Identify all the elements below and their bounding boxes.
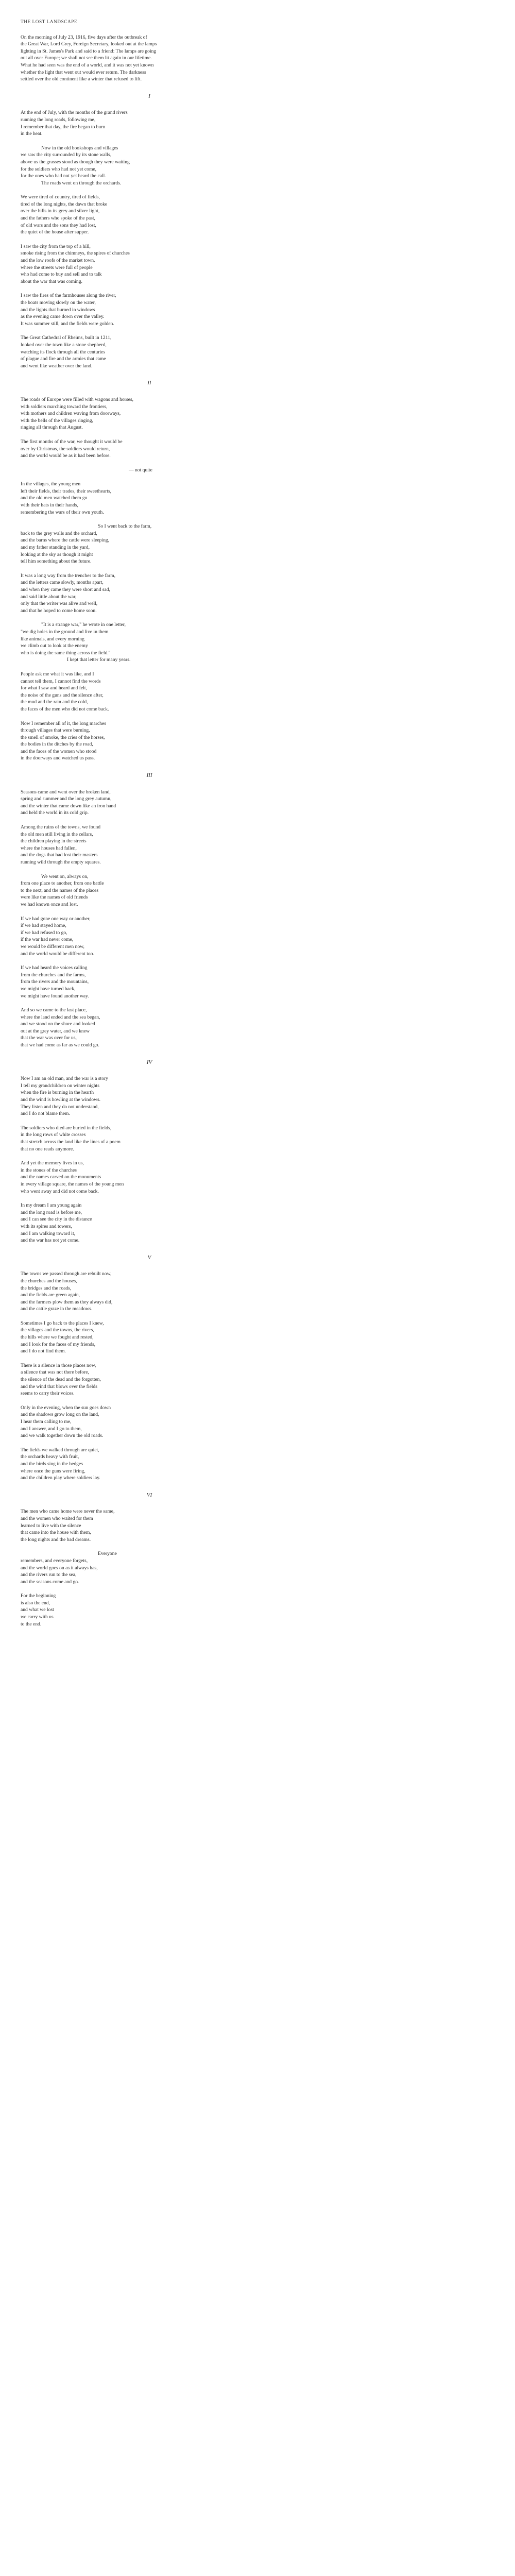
poem-line: and we stood on the shore and looked <box>21 1021 95 1027</box>
poem-line: "It is a strange war," he wrote in one letter, <box>41 622 126 628</box>
poem-line: and I can see the city in the distance <box>21 1216 92 1223</box>
stanza <box>21 621 278 664</box>
poem-line: I hear them calling to me, <box>21 1419 72 1425</box>
poem-line: that we had come as far as we could go. <box>21 1042 99 1048</box>
poem-line: and I am walking toward it, <box>21 1230 76 1236</box>
poem-line: the bodies in the ditches by the road, <box>21 741 93 748</box>
poem-line: who had come to buy and sell and to talk <box>21 272 102 278</box>
poem-line: The men who came home were never the same, <box>21 1509 115 1515</box>
poem-line: from the rivers and the mountains, <box>21 979 89 985</box>
stanza <box>21 1508 278 1543</box>
poem-line: that no one reads anymore. <box>21 1146 74 1152</box>
poem-line: out all over Europe; we shall not see them lit again in our lifetime. <box>21 55 152 61</box>
poem-line: and went like weather over the land. <box>21 363 93 369</box>
poem-line: What he had seen was the end of a world, and it was not yet known <box>21 62 154 68</box>
poem-line: a silence that was not there before, <box>21 1369 89 1376</box>
poem-line: and the dogs that had lost their masters <box>21 852 98 858</box>
stanza <box>21 873 278 908</box>
poem-line: looking at the sky as though it might <box>21 551 93 557</box>
stanza <box>21 145 278 187</box>
poem-line: and the seasons come and go. <box>21 1579 79 1585</box>
poem-line: the boats moving slowly on the water, <box>21 300 96 306</box>
poem-line: and I do not find them. <box>21 1348 66 1354</box>
poem-line: through villages that were burning, <box>21 727 90 734</box>
poem-line: The Great Cathedral of Rheims, built in 1211, <box>21 335 112 341</box>
poem-line: if we had stayed home, <box>21 923 66 929</box>
section-numeral: II <box>147 380 151 386</box>
poem-line: I saw the city from the top of a hill, <box>21 243 91 249</box>
poem-line: and the barns where the cattle were sleeping, <box>21 537 110 544</box>
poem-line: we carry with us <box>21 1614 54 1620</box>
poem-line: out at the grey water, and we knew <box>21 1028 90 1034</box>
poem-line: in the long rows of white crosses <box>21 1132 86 1138</box>
poem-line: and we walk together down the old roads. <box>21 1433 104 1439</box>
stanza <box>21 1202 278 1244</box>
poem-line: over by Christmas, the soldiers would return, <box>21 446 110 452</box>
stanza <box>21 481 278 516</box>
poem-line: tired of the long nights, the dawn that broke <box>21 201 108 207</box>
poem-line: I tell my grandchildren on winter nights <box>21 1082 99 1089</box>
poem-line: we might have turned back, <box>21 986 76 992</box>
poem-line: the noise of the guns and the silence after, <box>21 692 104 698</box>
poem-line: and the war has not yet come. <box>21 1238 80 1244</box>
stanza <box>21 396 278 431</box>
poem-line: for the soldiers who had not yet come, <box>21 166 97 172</box>
poem-line: and the fathers who spoke of the past, <box>21 215 95 222</box>
poem-line: with the bells of the villages ringing, <box>21 417 93 423</box>
poem-line: from one place to another, from one battle <box>21 880 104 887</box>
poem-line: the quiet of the house after supper. <box>21 229 89 235</box>
poem-line: the old men still living in the cellars, <box>21 831 93 837</box>
stanza <box>21 1125 278 1153</box>
poem-line: over the hills in its grey and silver light, <box>21 208 100 214</box>
stanza <box>21 1550 278 1585</box>
poem-line: seems to carry their voices. <box>21 1391 75 1397</box>
poem-line: learned to live with the silence <box>21 1522 81 1529</box>
poem-line: At the end of July, with the months of the grand rivers <box>21 110 128 116</box>
poem-line: and the world would be as it had been before. <box>21 453 111 459</box>
poem-line: the faces of the men who did not come back. <box>21 706 109 712</box>
poem-line: and I answer, and I go to them, <box>21 1426 82 1432</box>
stanza <box>21 964 278 999</box>
stanza <box>21 671 278 713</box>
poem-line: and said little about the war, <box>21 594 77 600</box>
poem-line: Among the ruins of the towns, we found <box>21 824 101 831</box>
poem-line: It was a long way from the trenches to the farm, <box>21 572 116 579</box>
poem-line: and when they came they were short and sad, <box>21 587 110 592</box>
stanza <box>21 572 278 615</box>
poem-line: And so we came to the last place, <box>21 1007 87 1013</box>
stanza <box>21 1270 278 1313</box>
poem-line: remembers, and everyone forgets, <box>21 1557 88 1564</box>
poem-line: looked over the town like a stone shepherd, <box>21 342 107 348</box>
poem-line: with their hats in their hands, <box>21 502 78 509</box>
stanza <box>21 1320 278 1355</box>
poem-line: is also the end, <box>21 1600 50 1606</box>
poem-line: The roads of Europe were filled with wagons and horses, <box>21 396 133 402</box>
poem-line: left their fields, their trades, their sweethearts, <box>21 488 112 494</box>
poem-line: I saw the fires of the farmhouses along the river, <box>21 293 116 299</box>
poem-line: and I look for the faces of my friends, <box>21 1341 96 1347</box>
poem-line: were like the names of old friends <box>21 894 88 901</box>
poem-line: The first months of the war, we thought it would be <box>21 438 123 445</box>
poem-line: They listen and they do not understand, <box>21 1104 99 1110</box>
stanza <box>21 194 278 236</box>
poem-line: and the children play where soldiers lay. <box>21 1475 100 1481</box>
poem-line: the villages and the towns, the rivers, <box>21 1327 94 1333</box>
poem-line: that stretch across the land like the lines of a poem <box>21 1139 121 1145</box>
poem-line: and that he hoped to come home soon. <box>21 607 97 614</box>
section-numeral: V <box>147 1254 151 1261</box>
poem-line: like animals, and every morning <box>21 636 84 642</box>
poem-line: In the villages, the young men <box>21 481 81 487</box>
poem-line: ringing all through that August. <box>21 425 83 431</box>
poem-line: the long nights and the bad dreams. <box>21 1536 91 1543</box>
poem-line: as the evening came down over the valley. <box>21 314 105 320</box>
poem-line: There is a silence in those places now, <box>21 1362 96 1368</box>
poem-line: with soldiers marching toward the frontiers, <box>21 403 108 410</box>
poem-line: the smell of smoke, the cries of the horses, <box>21 734 105 740</box>
poem-line: and the world goes on as it always has, <box>21 1565 98 1571</box>
poem-line: If we had gone one way or another, <box>21 916 91 922</box>
poem-line: and I do not blame them. <box>21 1111 70 1117</box>
section-numeral: I <box>148 93 150 99</box>
poem-line: we saw the city surrounded by its stone walls, <box>21 152 112 158</box>
document-title: THE LOST LANDSCAPE <box>21 19 78 24</box>
poem-line: to the end. <box>21 1621 42 1627</box>
poem-line: In my dream I am young again <box>21 1202 82 1209</box>
poem-line: The soldiers who died are buried in the fields, <box>21 1125 112 1131</box>
poem-line: the Great War, Lord Grey, Foreign Secretary, looked out at the lamps <box>21 41 157 47</box>
poem-line: for the ones who had not yet heard the call. <box>21 173 106 179</box>
poem-line: and my father standing in the yard, <box>21 545 90 551</box>
poem-line: in every village square, the names of the young men <box>21 1181 124 1187</box>
poem-line: and what we lost <box>21 1607 54 1613</box>
poem-line: I kept that letter for many years. <box>67 657 131 663</box>
stanza <box>21 467 278 474</box>
poem-line: where once the guns were firing, <box>21 1468 85 1474</box>
stanza <box>21 523 278 565</box>
poem-line: On the morning of July 23, 1916, five days after the outbreak of <box>21 34 147 40</box>
poem-line: cannot tell them, I cannot find the words <box>21 678 101 684</box>
stanza <box>21 789 278 817</box>
poem-line: We were tired of country, tired of fields, <box>21 194 100 200</box>
poem-line: running the long roads, following me, <box>21 116 96 123</box>
poem-line: and the winter that came down like an iron hand <box>21 803 116 809</box>
poem-line: from the churches and the farms, <box>21 972 86 978</box>
poem-line: the churches and the houses, <box>21 1278 77 1284</box>
stanza <box>21 292 278 327</box>
poem-line: lighting in St. James's Park and said to a friend: The lamps are going <box>21 48 157 54</box>
poem-line: in the stones of the churches <box>21 1167 77 1173</box>
poem-line: we had known once and lost. <box>21 901 78 907</box>
poem-line: we might have found another way. <box>21 993 89 999</box>
stanza <box>21 720 278 762</box>
poem-line: and the wind is howling at the windows. <box>21 1097 101 1103</box>
poem-line: and the rivers run to the sea, <box>21 1572 77 1578</box>
poem-line: and the low roofs of the market town, <box>21 258 95 264</box>
poem-line: Only in the evening, when the sun goes down <box>21 1404 111 1411</box>
poem-column <box>21 19 278 1635</box>
poem-line: The towns we passed through are rebuilt now, <box>21 1271 112 1277</box>
poem-line: and the birds sing in the hedges <box>21 1461 83 1467</box>
poem-line: and the cattle graze in the meadows. <box>21 1306 93 1312</box>
stanza <box>21 1404 278 1439</box>
poem-line: We went on, always on, <box>41 873 89 879</box>
poem-line: spring and summer and the long grey autumn, <box>21 796 112 802</box>
section-numeral: IV <box>146 1059 152 1065</box>
poem-line: that the war was over for us, <box>21 1035 77 1041</box>
stanza <box>21 1075 278 1117</box>
poem-line: I remember that day, the fire began to burn <box>21 124 106 130</box>
poem-line: when the fire is burning in the hearth <box>21 1090 94 1096</box>
poem-line: we would be different men now, <box>21 943 84 950</box>
poem-line: the bridges and the roads, <box>21 1285 72 1291</box>
stanza <box>21 243 278 285</box>
poem-line: the hills where we fought and rested, <box>21 1334 94 1341</box>
poem-line: Now I am an old man, and the war is a story <box>21 1076 108 1082</box>
stanza <box>21 1447 278 1482</box>
poem-line: where the land ended and the sea began, <box>21 1014 100 1020</box>
poem-line: "we dig holes in the ground and live in them <box>21 629 109 635</box>
poem-line: and the wind that blows over the fields <box>21 1383 97 1389</box>
poem-line: if we had refused to go, <box>21 929 67 936</box>
poem-line: of old wars and the sons they had lost, <box>21 222 96 228</box>
poem-line: It was summer still, and the fields were golden. <box>21 320 114 327</box>
poem-line: in the doorways and watched us pass. <box>21 755 95 761</box>
poem-line: and the long road is before me, <box>21 1209 82 1215</box>
poem-line: People ask me what it was like, and I <box>21 671 94 677</box>
poem-line: and held the world in its cold grip. <box>21 810 89 816</box>
poem-line: with mothers and children waving from doorways, <box>21 411 121 417</box>
poem-line: the children playing in the streets <box>21 838 87 844</box>
poem-line: Now I remember all of it, the long marches <box>21 720 106 726</box>
stanza <box>21 1362 278 1397</box>
poem-line: The roads went on through the orchards. <box>41 180 122 186</box>
poem-line: whether the light that went out would ever return. The darkness <box>21 69 146 75</box>
poem-line: who went away and did not come back. <box>21 1188 99 1194</box>
poem-line: the mud and the rain and the cold, <box>21 699 88 705</box>
poem-line: to the next, and the names of the places <box>21 887 99 893</box>
poem-line: above us the grasses stood as though they were waiting <box>21 159 130 165</box>
poem-line: and the farmers plow them as they always did, <box>21 1299 113 1305</box>
poem-line: and the world would be different too. <box>21 951 94 957</box>
poem-line: we climb out to look at the enemy <box>21 643 88 649</box>
stanza <box>21 34 278 83</box>
stanza <box>21 109 278 137</box>
poem-line: smoke rising from the chimneys, the spires of churches <box>21 250 130 257</box>
poem-line: And yet the memory lives in us, <box>21 1160 84 1166</box>
poem-line: For the beginning <box>21 1593 56 1599</box>
poem-line: about the war that was coming. <box>21 278 82 284</box>
poem-line: The fields we walked through are quiet, <box>21 1447 99 1453</box>
stanza <box>21 916 278 958</box>
poem-line: If we had heard the voices calling <box>21 965 88 971</box>
poem-line: for what I saw and heard and felt, <box>21 685 87 691</box>
poem-line: only that the writer was alive and well, <box>21 601 98 607</box>
poem-line: and the lights that burned in windows <box>21 307 95 313</box>
poem-line: with its spires and towers, <box>21 1223 72 1229</box>
poem-line: where the houses had fallen, <box>21 845 77 851</box>
section-numeral: VI <box>146 1492 152 1498</box>
poem-line: if the war had never come, <box>21 937 74 943</box>
poem-line: the silence of the dead and the forgotten, <box>21 1377 101 1383</box>
poem-line: Seasons came and went over the broken land, <box>21 789 111 795</box>
poem-line: and the old men watched them go <box>21 495 88 501</box>
poem-line: and the fields are green again, <box>21 1292 80 1298</box>
poem-line: of plague and fire and the armies that came <box>21 356 106 362</box>
stanza <box>21 1592 278 1628</box>
poem-line: and the letters came slowly, months apart, <box>21 580 104 586</box>
poem-line: and the women who waited for them <box>21 1515 93 1521</box>
poem-line: — not quite <box>129 467 152 473</box>
stanza <box>21 334 278 369</box>
poem-line: Now in the old bookshops and villages <box>41 145 118 151</box>
poem-line: in the heat. <box>21 131 43 137</box>
poem-line: So I went back to the farm, <box>98 523 152 530</box>
poem-line: remembering the wars of their own youth. <box>21 509 104 515</box>
poem-line: settled over the old continent like a winter that refused to lift. <box>21 76 142 82</box>
poem-line: and the shadows grow long on the land, <box>21 1412 99 1418</box>
poem-line: Sometimes I go back to the places I knew, <box>21 1320 104 1326</box>
poem-line: tell him something about the future. <box>21 558 92 565</box>
poem-line: Everyone <box>98 1551 117 1557</box>
stanza <box>21 824 278 866</box>
poem-line: and the faces of the women who stood <box>21 748 97 754</box>
poem-body <box>21 34 278 1628</box>
section-numeral: III <box>146 772 152 779</box>
stanza <box>21 438 278 460</box>
poem-line: the orchards heavy with fruit, <box>21 1454 79 1460</box>
poem-line: that came into the house with them, <box>21 1530 91 1536</box>
poem-line: watching its flock through all the centuries <box>21 349 106 355</box>
poem-line: who is doing the same thing across the field." <box>21 650 111 656</box>
stanza <box>21 1160 278 1195</box>
poem-line: and the names carved on the monuments <box>21 1174 101 1180</box>
poem-line: where the streets were full of people <box>21 264 93 270</box>
poem-line: back to the grey walls and the orchard, <box>21 530 97 536</box>
stanza <box>21 1007 278 1049</box>
poem-line: running wild through the empty squares. <box>21 859 101 865</box>
